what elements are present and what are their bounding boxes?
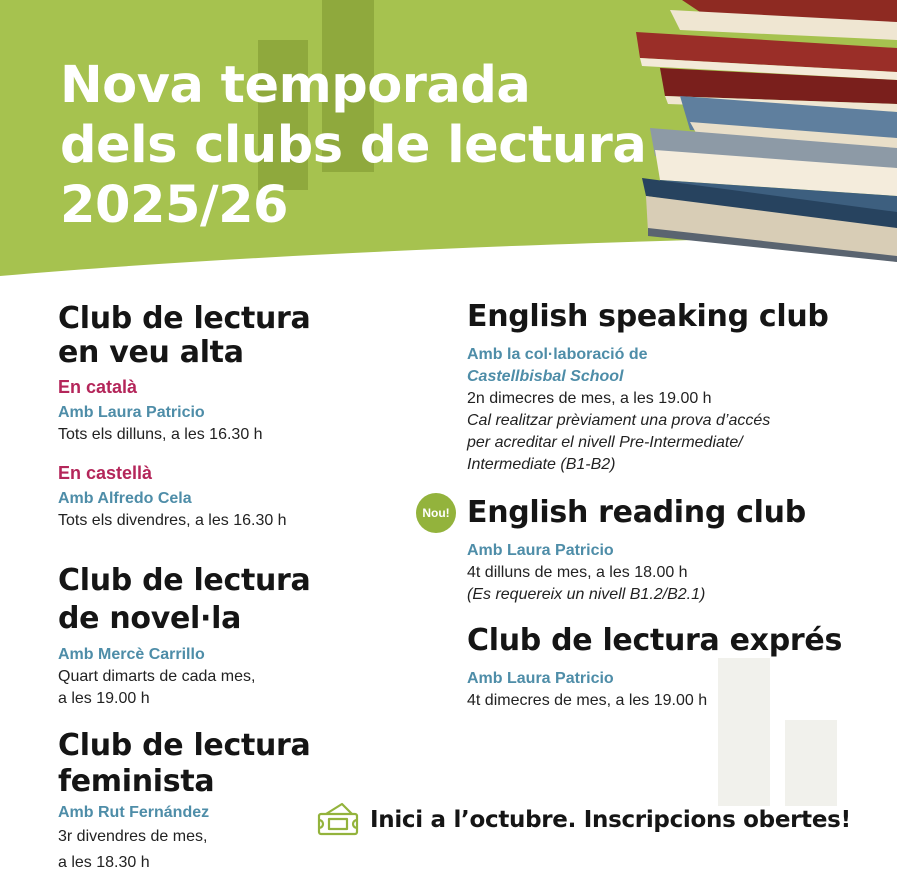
footer: [316, 800, 851, 840]
club-expres: [467, 624, 842, 712]
host-name: Amb Laura Patricio: [58, 404, 205, 421]
club-title: Club de lectura de novel·la: [58, 563, 311, 636]
host-name: Amb Laura Patricio: [467, 670, 614, 687]
registration-notice: Inici a l’octubre. Inscripcions obertes!: [370, 807, 851, 833]
schedule: 3r divendres de mes,: [58, 828, 208, 845]
requirement-note: (Es requereix un nivell B1.2/B2.1): [467, 586, 706, 603]
schedule: a les 18.30 h: [58, 854, 150, 871]
host-prefix: Amb la col·laboració de: [467, 346, 648, 363]
schedule: 2n dimecres de mes, a les 19.00 h: [467, 390, 712, 407]
host-name: Amb Laura Patricio: [467, 542, 614, 559]
schedule: Tots els dilluns, a les 16.30 h: [58, 426, 263, 443]
title-line-1: Nova temporada: [60, 56, 531, 115]
host-name: Amb Mercè Carrillo: [58, 646, 205, 663]
club-novella: [58, 562, 311, 710]
club-english-reading: [467, 496, 806, 606]
club-title: Club de lectura feminista: [58, 728, 311, 799]
ticket-icon: [316, 800, 360, 840]
schedule: a les 19.00 h: [58, 690, 150, 707]
club-feminista: [58, 728, 311, 876]
host-name: Castellbisbal School: [467, 368, 624, 385]
schedule: Tots els divendres, a les 16.30 h: [58, 512, 287, 529]
club-english-speaking: [467, 300, 829, 476]
schedule: 4t dilluns de mes, a les 18.00 h: [467, 564, 688, 581]
language-label: En castellà: [58, 463, 153, 483]
page-title: [60, 56, 646, 236]
schedule: Quart dimarts de cada mes,: [58, 668, 256, 685]
host-name: Amb Alfredo Cela: [58, 490, 192, 507]
club-title: English speaking club: [467, 299, 829, 334]
requirement-note: Cal realitzar prèviament una prova d’accés: [467, 412, 771, 429]
club-title: English reading club: [467, 495, 806, 530]
new-badge: Nou!: [416, 493, 456, 533]
title-line-3: 2025/26: [60, 176, 289, 235]
schedule: 4t dimecres de mes, a les 19.00 h: [467, 692, 708, 709]
club-title: Club de lectura exprés: [467, 623, 843, 658]
requirement-note: per acreditar el nivell Pre-Intermediate/: [467, 434, 743, 451]
language-label: En català: [58, 377, 138, 397]
requirement-note: Intermediate (B1-B2): [467, 456, 616, 473]
club-veu-alta: [58, 302, 311, 532]
host-name: Amb Rut Fernández: [58, 804, 210, 821]
decorative-bar: [785, 720, 837, 806]
club-title: Club de lectura en veu alta: [58, 301, 311, 370]
title-line-2: dels clubs de lectura: [60, 116, 647, 175]
